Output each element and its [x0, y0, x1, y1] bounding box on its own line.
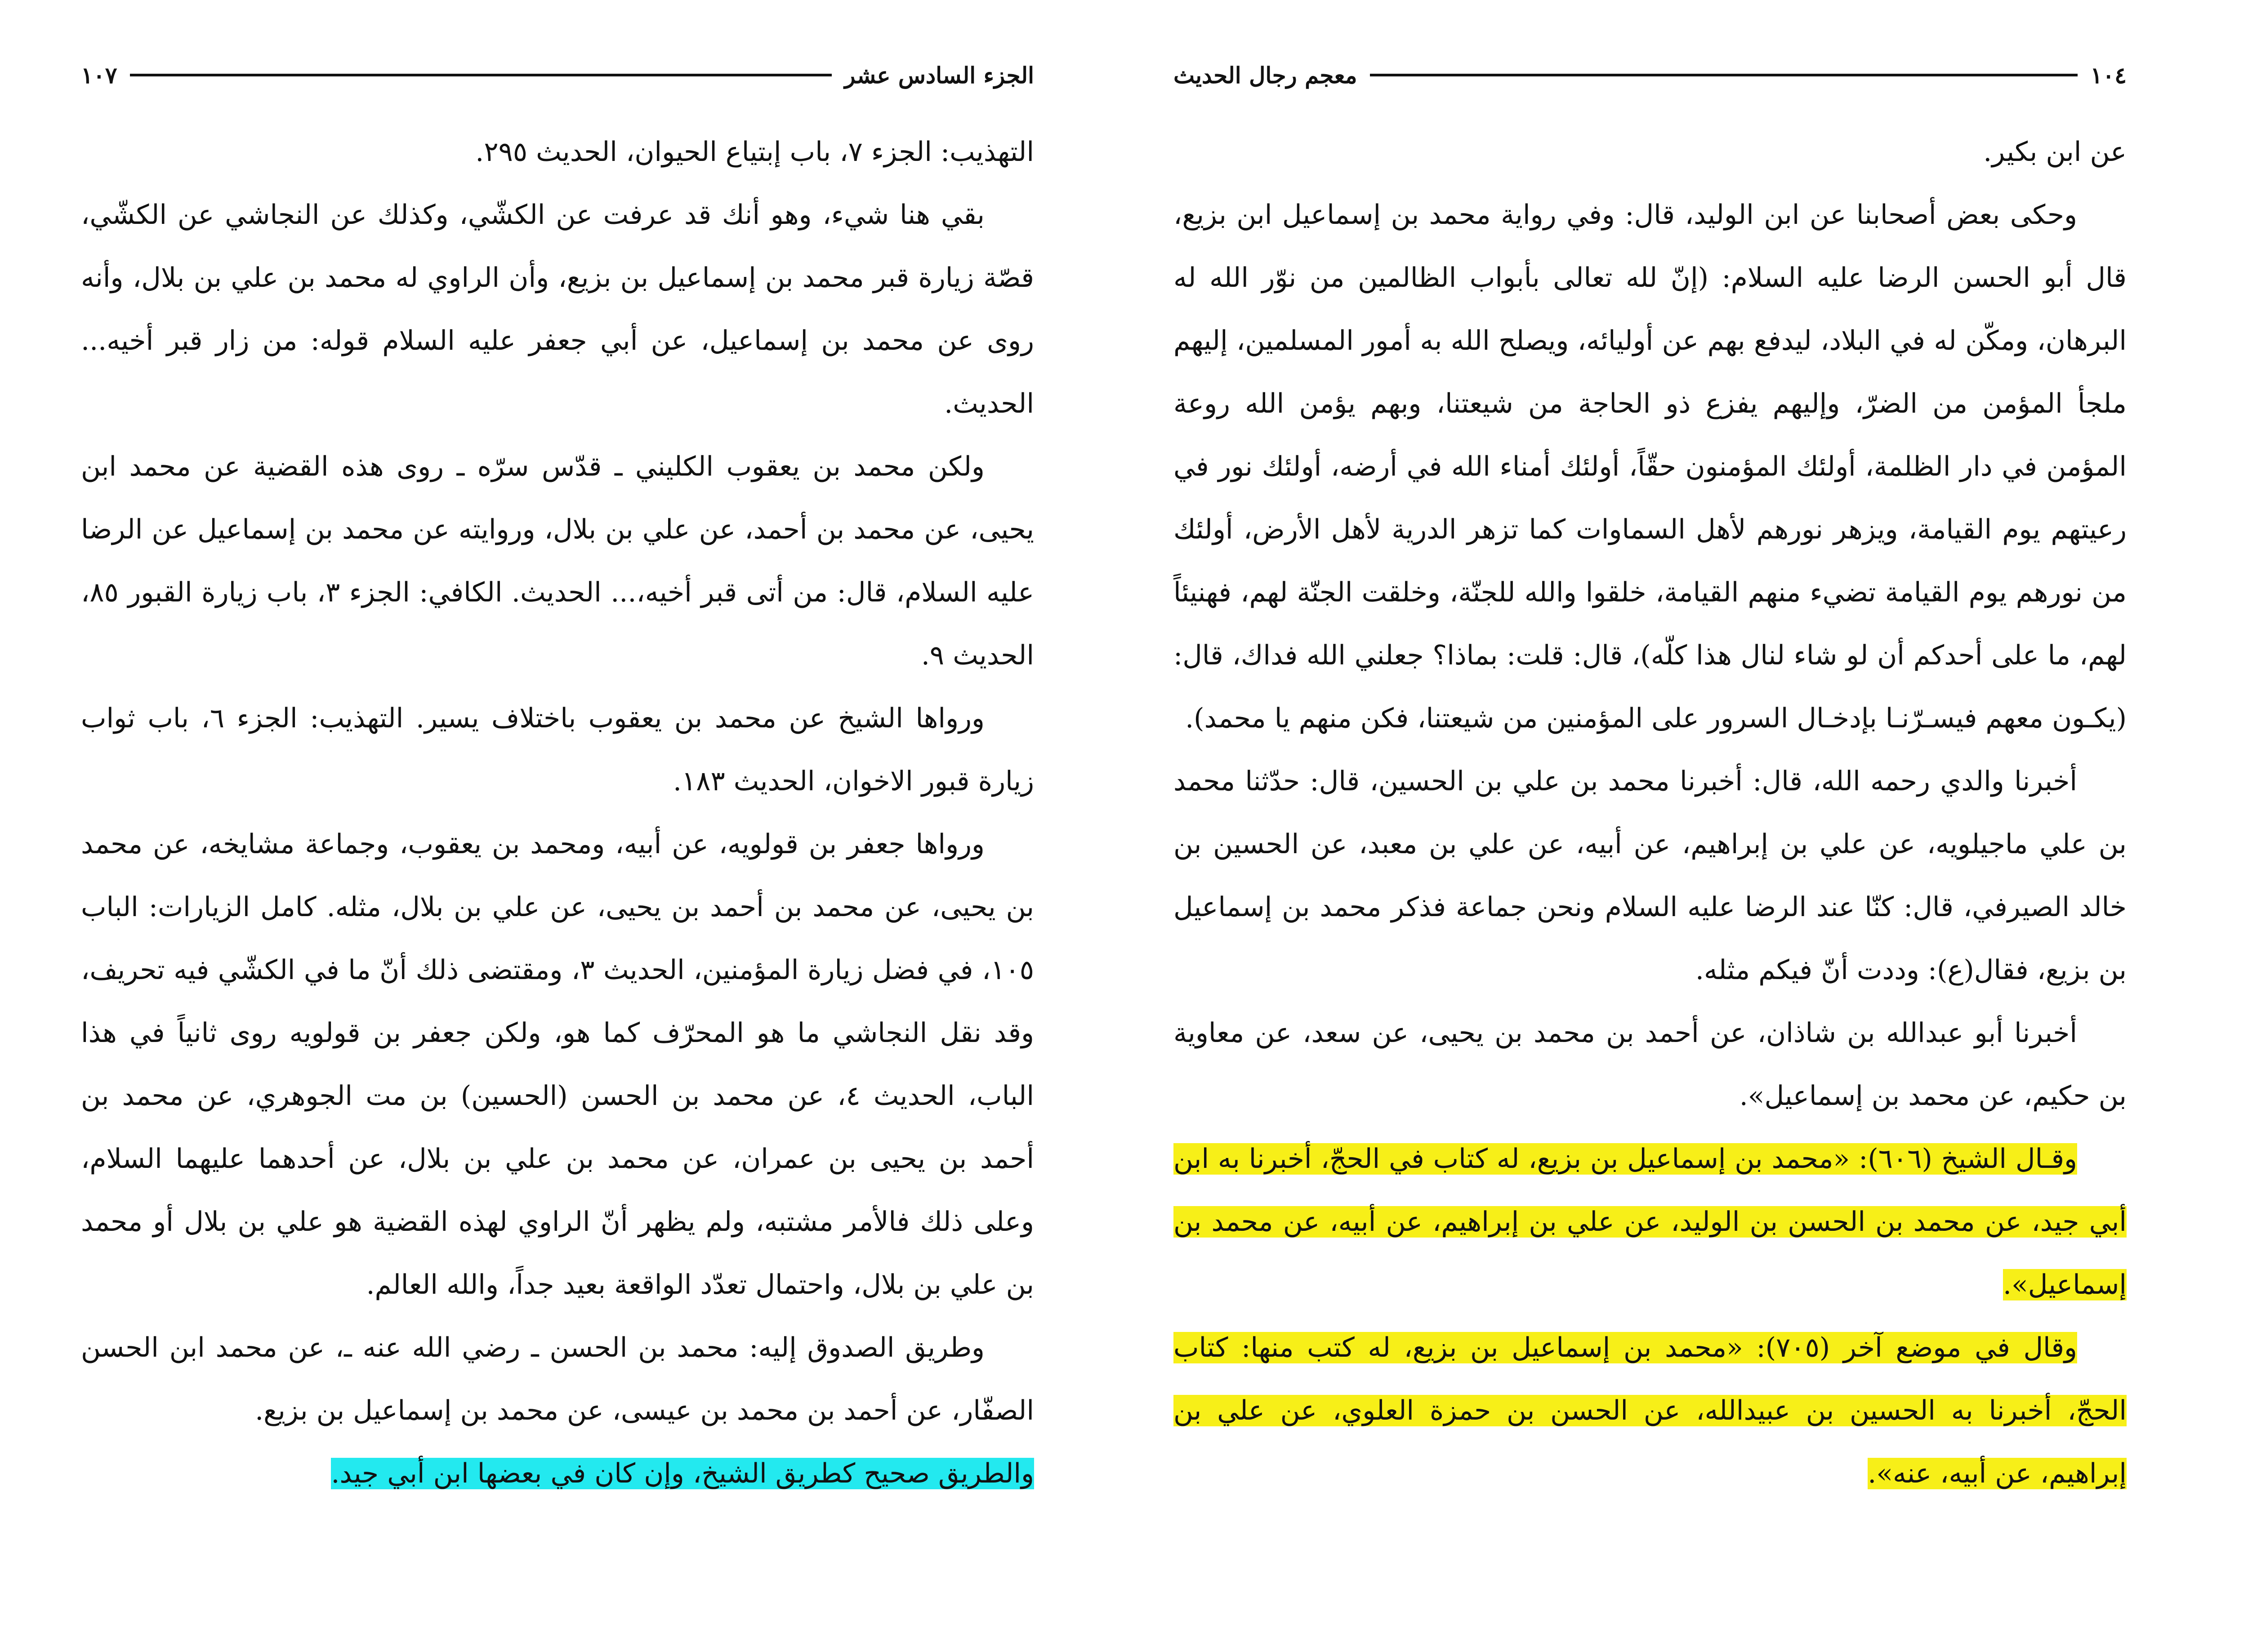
- middle-para-1: عن ابن بكير.: [1983, 136, 2127, 168]
- middle-para-3: أخبرنا والدي رحمه الله، قال: أخبرنا محمد بن علي بن الحسين، قال: حدّثنا محمد بن علي ماجيلويه، عن علي بن إبراهيم، عن أبيه، عن علي بن معبد، عن الحسين بن خالد الصيرفي، قال: كنّا عند الرضا عليه السلام ونحن جماعة فذكر محمد بن إسماعيل بن بزيع، فقال(ع): وددت أنّ فيكم مثله.: [1173, 766, 2127, 986]
- middle-para-2: وحكى بعض أصحابنا عن ابن الوليد، قال: وفي رواية محمد بن إسماعيل ابن بزيع، قال أبو الحسن الرضا عليه السلام: (إنّ لله تعالى بأبواب الظالمين من نوّر الله له البرهان، ومكّن له في البلاد، ليدفع بهم عن أوليائه، ويصلح الله به أمور المسلمين، إليهم ملجأ المؤمن من الضرّ، وإليهم يفزع ذو الحاجة من شيعتنا، وبهم يؤمن الله روعة المؤمن في دار الظلمة، أولئك المؤمنون حقّاً، أولئك أمناء الله في أرضه، أولئك نور في رعيتهم يوم القيامة، ويزهر نورهم لأهل السماوات كما تزهر الدرية لأهل الأرض، أولئك من نورهم يوم القيامة تضيء منهم القيامة، خلقوا والله للجنّة، وخلقت الجنّة لهم، فهنيئاً لهم، ما على أحدكم أن لو شاء لنال هذا كلّه)، قال: قلت: بماذا؟ جعلني الله فداك، قال: (يكـون معهم فيسـرّنـا بإدخـال السرور على المؤمنين من شيعتنا، فكن منهم يا محمد).: [1173, 199, 2127, 734]
- left-para-1: التهذيب: الجزء ٧، باب إبتياع الحيوان، الحديث ٢٩٥.: [475, 136, 1034, 168]
- middle-para-6-highlighted: [1173, 1316, 2127, 1505]
- left-para-7-highlighted: [81, 1442, 1034, 1505]
- middle-page: [1173, 0, 2127, 1652]
- left-header-rule: [130, 74, 832, 76]
- left-para-6: وطريق الصدوق إليه: محمد بن الحسن ـ رضي الله عنه ـ، عن محمد ابن الحسن الصفّار، عن أحمد بن محمد بن عيسى، عن محمد بن إسماعيل بن بزيع.: [81, 1332, 1034, 1426]
- middle-header-rule: [1370, 74, 2078, 76]
- left-page: [81, 0, 1034, 1652]
- left-header-page-number: ١٠٧: [81, 62, 117, 89]
- yellow-highlight-2: وقال في موضع آخر (٧٠٥): «محمد بن إسماعيل بن بزيع، له كتب منها: كتاب الحجّ، أخبرنا به الحسين بن عبيدالله، عن الحسن بن حمزة العلوي، عن علي بن إبراهيم، عن أبيه، عنه».: [1173, 1332, 2127, 1489]
- middle-page-body: [1173, 120, 2127, 1505]
- middle-para-5-highlighted: [1173, 1127, 2127, 1316]
- left-para-2: بقي هنا شيء، وهو أنك قد عرفت عن الكشّي، وكذلك عن النجاشي عن الكشّي، قصّة زيارة قبر محمد بن إسماعيل بن بزيع، وأن الراوي له محمد بن علي بن بلال، وأنه روى عن محمد بن إسماعيل، عن أبي جعفر عليه السلام قوله: من زار قبر أخيه... الحديث.: [81, 199, 1034, 419]
- left-para-5: ورواها جعفر بن قولويه، عن أبيه، ومحمد بن يعقوب، وجماعة مشايخه، عن محمد بن يحيى، عن محمد بن أحمد بن يحيى، عن علي بن بلال، مثله. كامل الزيارات: الباب ١٠٥، في فضل زيارة المؤمنين، الحديث ٣، ومقتضى ذلك أنّ ما في الكشّي فيه تحريف، وقد نقل النجاشي ما هو المحرّف كما هو، ولكن جعفر بن قولويه روى ثانياً في هذا الباب، الحديث ٤، عن محمد بن الحسن (الحسين) بن مت الجوهري، عن محمد بن أحمد بن يحيى بن عمران، عن محمد بن علي بن بلال، عن أحدهما عليهما السلام، وعلى ذلك فالأمر مشتبه، ولم يظهر أنّ الراوي لهذه القضية هو علي بن بلال أو محمد بن علي بن بلال، واحتمال تعدّد الواقعة بعيد جداً، والله العالم.: [81, 828, 1034, 1300]
- middle-page-header: [1173, 59, 2127, 91]
- left-para-3: ولكن محمد بن يعقوب الكليني ـ قدّس سرّه ـ روى هذه القضية عن محمد ابن يحيى، عن محمد بن أحمد، عن علي بن بلال، وروايته عن محمد بن إسماعيل عن الرضا عليه السلام، قال: من أتى قبر أخيه،... الحديث. الكافي: الجزء ٣، باب زيارة القبور ٨٥، الحديث ٩.: [81, 451, 1034, 671]
- middle-header-title: معجم رجال الحديث: [1173, 62, 1357, 89]
- middle-para-4: أخبرنا أبو عبدالله بن شاذان، عن أحمد بن محمد بن يحيى، عن سعد، عن معاوية بن حكيم، عن محمد بن إسماعيل».: [1173, 1017, 2127, 1112]
- yellow-highlight-1: وقـال الشيخ (٦٠٦): «محمد بن إسماعيل بن بزيع، له كتاب في الحجّ، أخبرنا به ابن أبي جيد، عن محمد بن الحسن بن الوليد، عن علي بن إبراهيم، عن أبيه، عن محمد بن إسماعيل».: [1173, 1143, 2127, 1300]
- left-para-4: ورواها الشيخ عن محمد بن يعقوب باختلاف يسير. التهذيب: الجزء ٦، باب ثواب زيارة قبور الاخوان، الحديث ١٨٣.: [81, 703, 1034, 797]
- cyan-highlight: والطريق صحيح كطريق الشيخ، وإن كان في بعضها ابن أبي جيد.: [331, 1458, 1034, 1489]
- left-header-title: الجزء السادس عشر: [844, 62, 1034, 89]
- left-page-header: [81, 59, 1034, 91]
- middle-header-page-number: ١٠٤: [2090, 62, 2127, 89]
- left-page-body: [81, 120, 1034, 1505]
